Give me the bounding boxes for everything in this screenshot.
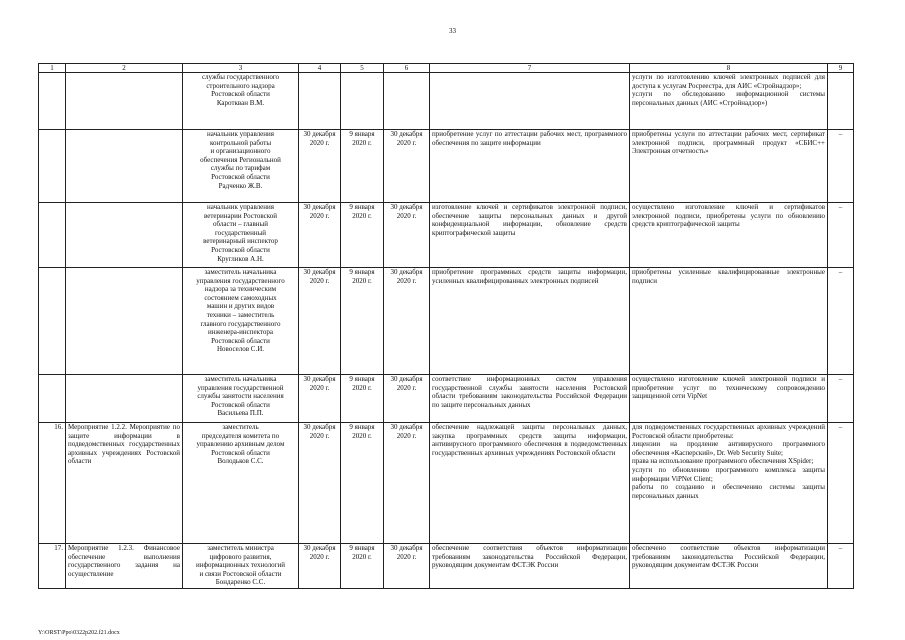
deviation-note-cell: – <box>828 544 854 589</box>
column-number: 8 <box>630 64 828 73</box>
actual-end-date-cell: 30 декабря 2020 г. <box>384 375 430 423</box>
expected-result-cell: изготовление ключей и сертификатов электронной подписи, обеспечение защиты персональных данных и другой конфиденциальной информации, обновление средств криптографической защиты <box>430 203 630 268</box>
planned-end-date-cell: 30 декабря 2020 г. <box>299 130 341 203</box>
planned-end-date-cell: 30 декабря 2020 г. <box>299 544 341 589</box>
deviation-note-cell: – <box>828 423 854 544</box>
actual-result-cell: приобретены усиленные квалифицированные электронные подписи <box>630 268 828 375</box>
actual-start-date-cell: 9 января 2020 г. <box>341 423 384 544</box>
actual-start-date-cell: 9 января 2020 г. <box>341 268 384 375</box>
page-number: 33 <box>449 27 456 35</box>
column-number: 3 <box>183 64 299 73</box>
actual-result-cell: приобретены услуги по аттестации рабочих мест, сертификат электронной подписи, программный продукт «СБИС++ Электронная отчетность» <box>630 130 828 203</box>
column-number: 2 <box>66 64 183 73</box>
expected-result-cell <box>430 73 630 130</box>
row-number <box>39 268 66 375</box>
actual-end-date-cell: 30 декабря 2020 г. <box>384 544 430 589</box>
row-number <box>39 73 66 130</box>
column-number: 7 <box>430 64 630 73</box>
deviation-note-cell: – <box>828 203 854 268</box>
expected-result-cell: приобретение услуг по аттестации рабочих мест, программного обеспечения по защите информации <box>430 130 630 203</box>
deviation-note-cell: – <box>828 375 854 423</box>
row-number <box>39 130 66 203</box>
table-row <box>39 268 854 375</box>
column-number-row <box>39 64 854 73</box>
column-number: 4 <box>299 64 341 73</box>
measure-cell: Мероприятие 1.2.3. Финансовое обеспечение выполнения государственного задания на осуществление <box>66 544 183 589</box>
responsible-person-cell: заместитель начальника управления государственного надзора за техническим состоянием самоходных машин и других видов техники – заместитель главного государственного инженера-инспектора Ростовской области Новоселов С.И. <box>183 268 299 375</box>
table-row <box>39 73 854 130</box>
measure-cell <box>66 203 183 268</box>
planned-end-date-cell: 30 декабря 2020 г. <box>299 268 341 375</box>
actual-result-cell: услуги по изготовлению ключей электронных подписей для доступа к услугам Росреестра, для АИС «Стройнадзор»; услуги по обследованию информационной системы персональных данных (АИС «Стройнадзор») <box>630 73 828 130</box>
column-number: 1 <box>39 64 66 73</box>
measure-cell <box>66 375 183 423</box>
table-row <box>39 130 854 203</box>
planned-end-date-cell: 30 декабря 2020 г. <box>299 423 341 544</box>
planned-end-date-cell: 30 декабря 2020 г. <box>299 375 341 423</box>
measure-cell: Мероприятие 1.2.2. Мероприятие по защите информации в подведомственных государственных архивных учреждениях Ростовской области <box>66 423 183 544</box>
responsible-person-cell: начальник управления ветеринарии Ростовской области – главный государственный ветеринарный инспектор Ростовской области Кругликов А.Н. <box>183 203 299 268</box>
actual-start-date-cell: 9 января 2020 г. <box>341 544 384 589</box>
column-number: 5 <box>341 64 384 73</box>
table-row <box>39 544 854 589</box>
row-number: 16. <box>39 423 66 544</box>
responsible-person-cell: заместитель министра цифрового развития, информационных технологий и связи Ростовской области Бондаренко С.С. <box>183 544 299 589</box>
row-number <box>39 203 66 268</box>
report-table <box>38 63 854 589</box>
table-row <box>39 375 854 423</box>
actual-start-date-cell: 9 января 2020 г. <box>341 203 384 268</box>
deviation-note-cell <box>828 73 854 130</box>
actual-end-date-cell: 30 декабря 2020 г. <box>384 203 430 268</box>
actual-end-date-cell: 30 декабря 2020 г. <box>384 130 430 203</box>
actual-start-date-cell: 9 января 2020 г. <box>341 130 384 203</box>
expected-result-cell: обеспечение надлежащей защиты персональных данных, закупка программных средств защиты информации, антивирусного программного обеспечения в подведомственных государственных архивных учреждениях Ростовской области <box>430 423 630 544</box>
responsible-person-cell: начальник управления контрольной работы и организационного обеспечения Региональной службы по тарифам Ростовской области Радченко Ж.В. <box>183 130 299 203</box>
actual-start-date-cell <box>341 73 384 130</box>
actual-end-date-cell: 30 декабря 2020 г. <box>384 423 430 544</box>
actual-end-date-cell: 30 декабря 2020 г. <box>384 268 430 375</box>
planned-end-date-cell <box>299 73 341 130</box>
measure-cell <box>66 73 183 130</box>
expected-result-cell: обеспечение соответствия объектов информатизации требованиям законодательства Российской Федерации, руководящим документам ФСТЭК России <box>430 544 630 589</box>
expected-result-cell: приобретение программных средств защиты информации, усиленных квалифицированных электронных подписей <box>430 268 630 375</box>
column-number: 9 <box>828 64 854 73</box>
responsible-person-cell: службы государственного строительного надзора Ростовской области Кароткван В.М. <box>183 73 299 130</box>
actual-result-cell: осуществлено изготовление ключей и сертификатов электронной подписи, приобретены услуги по обновлению средств криптографической защиты <box>630 203 828 268</box>
file-path-footer: Y:\ORST\Ppo\0322p202.f21.docx <box>38 630 120 636</box>
measure-cell <box>66 268 183 375</box>
planned-end-date-cell: 30 декабря 2020 г. <box>299 203 341 268</box>
table-row <box>39 203 854 268</box>
table-row <box>39 423 854 544</box>
responsible-person-cell: заместитель председателя комитета по управлению архивным делом Ростовской области Володьков С.С. <box>183 423 299 544</box>
column-number: 6 <box>384 64 430 73</box>
row-number: 17. <box>39 544 66 589</box>
actual-start-date-cell: 9 января 2020 г. <box>341 375 384 423</box>
actual-result-cell: осуществлено изготовление ключей электронной подписи и приобретение услуг по техническому сопровождению защищенной сети VipNet <box>630 375 828 423</box>
responsible-person-cell: заместитель начальника управления государственной службы занятости населения Ростовской области Васильева П.П. <box>183 375 299 423</box>
deviation-note-cell: – <box>828 268 854 375</box>
deviation-note-cell: – <box>828 130 854 203</box>
actual-result-cell: обеспечено соответствие объектов информатизации требованиям законодательства Российской Федерации, руководящим документам ФСТЭК России <box>630 544 828 589</box>
actual-result-cell: для подведомственных государственных архивных учреждений Ростовской области приобретены: лицензии на продление антивирусного программного обеспечения «Касперский», Dr. Web Security Suite; права на использование программного обеспечения XSpider; услуги по обновлению программного комплекса защиты информации ViPNet Client; работы по созданию и обеспечению системы защиты персональных данных <box>630 423 828 544</box>
expected-result-cell: соответствие информационных систем управления государственной службы занятости населения Ростовской области требованиям законодательства Российской Федерации по защите персональных данных <box>430 375 630 423</box>
actual-end-date-cell <box>384 73 430 130</box>
row-number <box>39 375 66 423</box>
measure-cell <box>66 130 183 203</box>
